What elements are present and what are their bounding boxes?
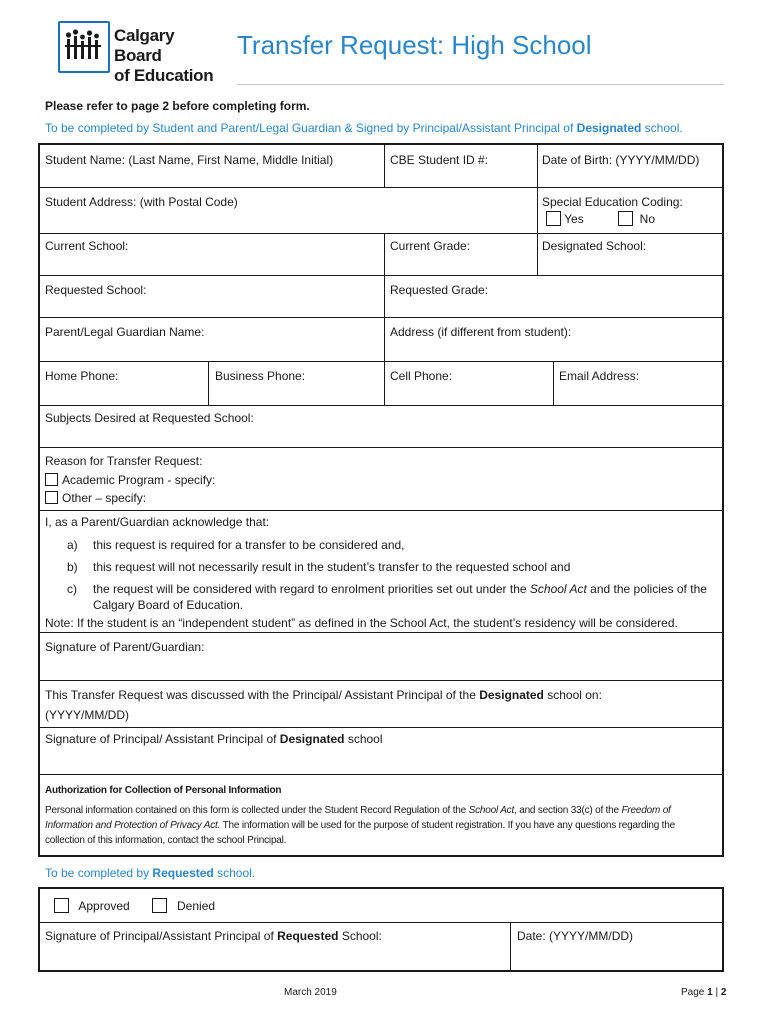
approved-label: Approved: [78, 899, 130, 913]
designated-sig-post: school: [344, 732, 383, 746]
requested-date-label: Date: (YYYY/MM/DD): [517, 929, 634, 943]
home-phone-label: Home Phone:: [45, 369, 119, 383]
row-divider: [40, 774, 722, 775]
requested-school-grid: [38, 887, 724, 972]
item-letter: a): [67, 538, 78, 552]
acknowledge-intro: I, as a Parent/Guardian acknowledge that:: [45, 515, 270, 529]
footer-date: March 2019: [284, 987, 337, 998]
no-checkbox[interactable]: [618, 211, 633, 226]
yes-label: Yes: [564, 212, 584, 226]
instruction-suffix: school.: [641, 121, 683, 135]
academic-option[interactable]: [45, 472, 215, 488]
requested-grade-label: Requested Grade:: [390, 283, 489, 297]
row-divider: [40, 680, 722, 681]
title-divider: [237, 84, 724, 85]
cell-phone-label: Cell Phone:: [390, 369, 453, 383]
row-divider: [40, 233, 722, 234]
logo-figures-icon: [58, 21, 110, 73]
student-address-label: Student Address: (with Postal Code): [45, 195, 238, 209]
cbe-id-label: CBE Student ID #:: [390, 153, 489, 167]
requested-signature-label: [45, 928, 382, 944]
requested-sig-bold: Requested: [277, 929, 339, 943]
discussed-bold: Designated: [479, 688, 544, 702]
dob-label: Date of Birth: (YYYY/MM/DD): [542, 153, 700, 167]
col-divider: [510, 922, 511, 970]
privacy-text-2: , and section 33(c) of the: [514, 805, 622, 816]
logo-wordmark: [114, 26, 218, 86]
item-letter: c): [67, 582, 77, 596]
requested-sig-pre: Signature of Principal/Assistant Principal of: [45, 929, 278, 943]
other-label: Other – specify:: [62, 491, 147, 505]
subjects-label: Subjects Desired at Requested School:: [45, 411, 254, 425]
privacy-text-3: The information will be used for the purpose of student registration. If you have any questions regarding the collection of this information, contact the school Principal.: [45, 820, 675, 846]
student-name-label: Student Name: (Last Name, First Name, Middle Initial): [45, 153, 334, 167]
sped-no-option[interactable]: [618, 211, 655, 227]
item-text: this request is required for a transfer to be considered and,: [93, 538, 405, 552]
logo-line-1: Calgary Board: [114, 26, 175, 65]
col-divider: [537, 145, 538, 275]
row-divider: [40, 361, 722, 362]
email-label: Email Address:: [559, 369, 640, 383]
requested-post: school.: [213, 866, 256, 880]
row-divider: [40, 727, 722, 728]
designated-school-label: Designated School:: [542, 239, 647, 253]
discussed-date-format: (YYYY/MM/DD): [45, 708, 129, 722]
page-total: 2: [720, 987, 727, 998]
academic-label: Academic Program - specify:: [62, 473, 216, 487]
privacy-text-1: Personal information contained on this form is collected under the Student Record Regulation of the: [45, 805, 469, 816]
privacy-text: [45, 803, 717, 848]
item-text-italic: School Act: [529, 582, 587, 596]
requested-school-label: Requested School:: [45, 283, 147, 297]
privacy-italic-1: School Act: [468, 805, 515, 816]
current-grade-label: Current Grade:: [390, 239, 471, 253]
other-option[interactable]: [45, 490, 146, 506]
page-number: 1: [707, 987, 713, 998]
designated-sig-pre: Signature of Principal/ Assistant Principal of: [45, 732, 280, 746]
discussed-pre: This Transfer Request was discussed with the Principal/ Assistant Principal of the: [45, 688, 480, 702]
instruction-prefix: To be completed by Student and Parent/Legal Guardian & Signed by Principal/Assistant Principal of: [45, 121, 577, 135]
row-divider: [40, 510, 722, 511]
denied-option[interactable]: [152, 898, 215, 914]
item-letter: b): [67, 560, 78, 574]
requested-bold: Requested: [152, 866, 214, 880]
reason-label: Reason for Transfer Request:: [45, 454, 203, 468]
col-divider: [384, 233, 385, 361]
col-divider: [553, 361, 554, 405]
row-divider: [40, 447, 722, 448]
item-text-post: and the policies of the Calgary Board of Education.: [93, 582, 707, 612]
academic-checkbox[interactable]: [45, 473, 58, 486]
no-label: No: [639, 212, 656, 226]
cbe-logo: [58, 21, 218, 85]
approved-option[interactable]: [54, 898, 130, 914]
row-divider: [40, 275, 722, 276]
yes-checkbox[interactable]: [546, 211, 561, 226]
row-divider: [40, 405, 722, 406]
item-text: [93, 581, 723, 613]
row-divider: [40, 632, 722, 633]
sped-coding-label: Special Education Coding:: [542, 195, 683, 209]
designated-sig-bold: Designated: [279, 732, 345, 746]
requested-sig-post: School:: [338, 929, 382, 943]
privacy-heading: Authorization for Collection of Personal Information: [45, 785, 282, 796]
requested-instruction: [45, 866, 255, 880]
page-prefix: Page: [681, 987, 708, 998]
denied-label: Denied: [177, 899, 216, 913]
discussed-label: [45, 687, 602, 703]
instruction-bold: Designated: [576, 121, 642, 135]
footer-page-number: [681, 987, 726, 998]
guardian-name-label: Parent/Legal Guardian Name:: [45, 325, 205, 339]
acknowledge-list: [67, 537, 717, 627]
main-form-grid: [38, 143, 724, 857]
col-divider: [384, 361, 385, 405]
discussed-post: school on:: [543, 688, 602, 702]
guardian-address-label: Address (if different from student):: [390, 325, 572, 339]
sped-yes-option[interactable]: [546, 211, 584, 227]
logo-line-2: of Education: [114, 66, 214, 85]
independent-student-note: Note: If the student is an “independent student” as defined in the School Act, the student’s residency will be considered.: [45, 616, 678, 630]
other-checkbox[interactable]: [45, 491, 58, 504]
item-text: this request will not necessarily result in the student’s transfer to the requested school and: [93, 560, 571, 574]
document-title: Transfer Request: High School: [237, 30, 592, 60]
denied-checkbox[interactable]: [152, 898, 167, 913]
page-separator: |: [712, 987, 721, 998]
col-divider: [208, 361, 209, 405]
row-divider: [40, 922, 722, 923]
current-school-label: Current School:: [45, 239, 129, 253]
guardian-signature-label: Signature of Parent/Guardian:: [45, 640, 205, 654]
completion-instruction: [45, 121, 683, 135]
refer-note: Please refer to page 2 before completing form.: [45, 99, 310, 113]
col-divider: [384, 145, 385, 187]
approved-checkbox[interactable]: [54, 898, 69, 913]
business-phone-label: Business Phone:: [215, 369, 306, 383]
item-text-pre: the request will be considered with regard to enrolment priorities set out under the: [93, 582, 530, 596]
requested-pre: To be completed by: [45, 866, 153, 880]
row-divider: [40, 187, 722, 188]
row-divider: [40, 317, 722, 318]
designated-signature-label: [45, 731, 383, 747]
privacy-italic-2: Freedom of Information and Protection of Privacy Act.: [45, 805, 671, 831]
